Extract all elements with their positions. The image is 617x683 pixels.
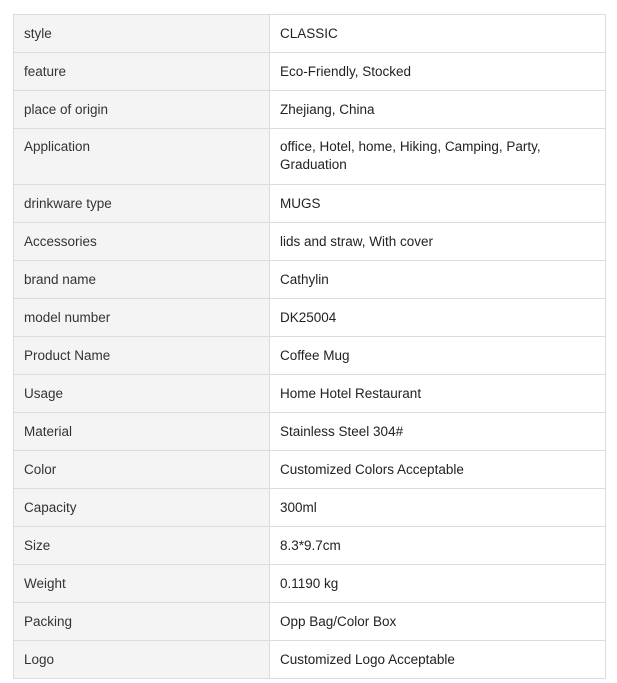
spec-key-brand-name: brand name — [14, 261, 270, 299]
spec-value-product-name: Coffee Mug — [270, 337, 606, 375]
spec-key-place-of-origin: place of origin — [14, 91, 270, 129]
table-row — [14, 337, 606, 375]
spec-value-feature: Eco-Friendly, Stocked — [270, 53, 606, 91]
spec-value-accessories: lids and straw, With cover — [270, 223, 606, 261]
spec-key-capacity: Capacity — [14, 489, 270, 527]
spec-key-weight: Weight — [14, 565, 270, 603]
spec-value-application: office, Hotel, home, Hiking, Camping, Party, Graduation — [270, 129, 606, 185]
spec-value-size: 8.3*9.7cm — [270, 527, 606, 565]
spec-key-feature: feature — [14, 53, 270, 91]
spec-value-color: Customized Colors Acceptable — [270, 451, 606, 489]
table-row — [14, 603, 606, 641]
spec-key-color: Color — [14, 451, 270, 489]
spec-value-capacity: 300ml — [270, 489, 606, 527]
table-row — [14, 129, 606, 185]
spec-value-style: CLASSIC — [270, 15, 606, 53]
table-row — [14, 91, 606, 129]
spec-value-brand-name: Cathylin — [270, 261, 606, 299]
table-row — [14, 185, 606, 223]
spec-value-material: Stainless Steel 304# — [270, 413, 606, 451]
table-row — [14, 299, 606, 337]
table-row — [14, 261, 606, 299]
spec-key-logo: Logo — [14, 641, 270, 679]
spec-key-product-name: Product Name — [14, 337, 270, 375]
table-row — [14, 53, 606, 91]
spec-key-packing: Packing — [14, 603, 270, 641]
spec-value-model-number: DK25004 — [270, 299, 606, 337]
spec-value-packing: Opp Bag/Color Box — [270, 603, 606, 641]
spec-value-place-of-origin: Zhejiang, China — [270, 91, 606, 129]
table-row — [14, 223, 606, 261]
spec-key-usage: Usage — [14, 375, 270, 413]
spec-key-size: Size — [14, 527, 270, 565]
spec-key-style: style — [14, 15, 270, 53]
spec-table-body — [14, 15, 606, 679]
spec-value-weight: 0.1190 kg — [270, 565, 606, 603]
spec-value-usage: Home Hotel Restaurant — [270, 375, 606, 413]
product-spec-table — [13, 14, 606, 679]
table-row — [14, 15, 606, 53]
spec-value-logo: Customized Logo Acceptable — [270, 641, 606, 679]
table-row — [14, 375, 606, 413]
spec-key-drinkware-type: drinkware type — [14, 185, 270, 223]
table-row — [14, 527, 606, 565]
table-row — [14, 489, 606, 527]
spec-key-model-number: model number — [14, 299, 270, 337]
table-row — [14, 565, 606, 603]
table-row — [14, 451, 606, 489]
table-row — [14, 641, 606, 679]
spec-value-drinkware-type: MUGS — [270, 185, 606, 223]
table-row — [14, 413, 606, 451]
spec-key-material: Material — [14, 413, 270, 451]
spec-key-accessories: Accessories — [14, 223, 270, 261]
spec-key-application: Application — [14, 129, 270, 185]
